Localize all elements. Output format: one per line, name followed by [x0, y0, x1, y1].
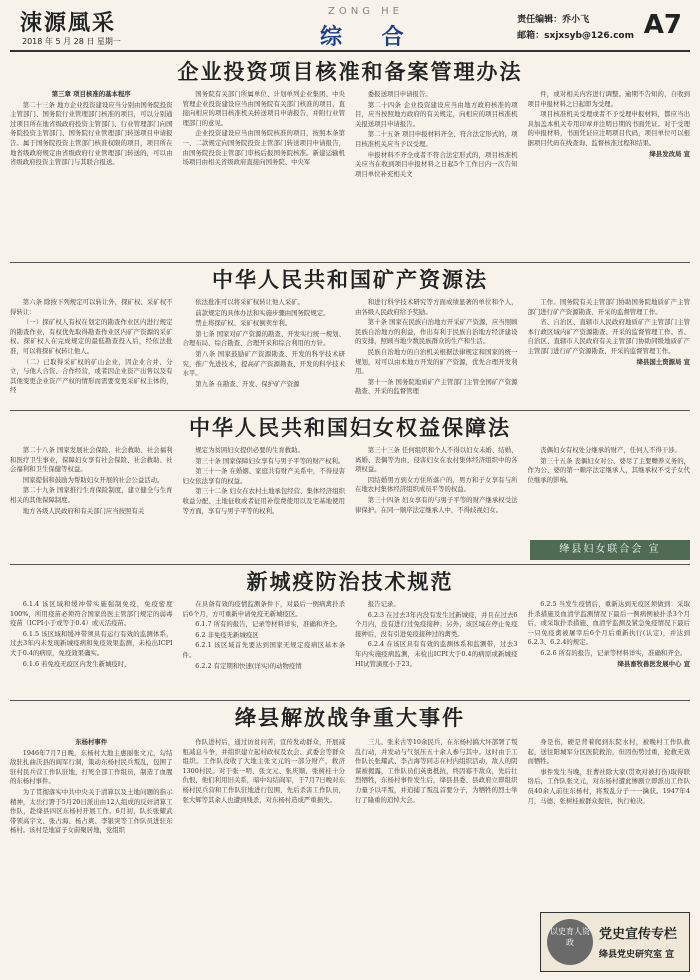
paragraph: 6.2 非免疫无新城疫区 — [195, 630, 259, 639]
paragraph: （二）已取得采矿权的矿山企业，因企业合并、分立，与他人合资、合作经营，或者因企业资产出售以及有其他变更企业资产产权的情形而需要变更采矿权主体的，经 — [10, 357, 173, 395]
paragraph: 和进行科学技术研究等方面成绩显著的单位和个人，由各级人民政府给予奖励。 — [355, 298, 518, 316]
paragraph: 规定为贫困妇女提供必要的生育救助。 — [195, 446, 304, 454]
paragraph: 报告记录。 — [367, 600, 400, 608]
paragraph: 为了贯彻落实中共中央关于清算以及土地问题的指示精神，太岳行署于5月20日派出由12人组成的反奸清算工作队，赴绛县四区东杨村开展工作。6月初，队长张耀武带领高宇文、张占海、杨占爽、李银突等工作队员进驻东杨村。该村是地富子女蔚聚居地，党组织 — [10, 787, 173, 835]
subheading: 东杨村事件 — [75, 738, 108, 746]
article-columns — [10, 298, 690, 408]
article-column — [528, 600, 691, 696]
section-divider — [10, 410, 690, 411]
article-column — [528, 90, 691, 258]
editor-name: 责任编辑：乔小飞 — [517, 15, 590, 25]
paragraph: 禁止将探矿权、采矿权倒卖牟利。 — [195, 319, 292, 328]
paragraph: 丧偶妇女有权处分继承的财产，任何人不得干涉。 — [540, 446, 681, 454]
article-column — [183, 738, 346, 974]
paragraph: 前款规定的具体办法和实施步骤由国务院规定。 — [195, 308, 330, 317]
paragraph: 工作。国务院有关主管部门协助国务院地质矿产主管部门进行矿产资源勘查、开采的监督管理工作。 — [527, 298, 690, 316]
masthead — [10, 0, 690, 52]
paragraph: （一）探矿权人有权在划定的勘查作业区内进行规定的勘查作业，有权优先取得勘查作业区内矿产资源的采矿权。探矿权人在完成规定的最低勘查投入后，经依法批准，可以将探矿权转让他人。 — [10, 318, 173, 355]
article-newcastle-disease-standard — [10, 568, 690, 698]
paragraph: 1946年7月7日晚，东杨村大地主惠丽张文元，勾结敌驻扎曲沃县的阎军行洞，策动东杨村民兵叛乱，包围了驻村民兵营工作队驻地，打死全部工作组员，制造了血腥的东杨村事件。 — [10, 748, 173, 786]
paragraph: 6.2.6 所有的报告，记录等材料详实，准确和齐全。 — [540, 648, 687, 657]
paragraph: 地方各级人民政府和有关部门应当按照有关 — [22, 506, 145, 515]
article-mineral-resources-law — [10, 266, 690, 408]
article-columns — [10, 600, 690, 696]
chapter-heading: 第三章 项目核准的基本程序 — [51, 90, 131, 98]
article-headline: 中华人民共和国矿产资源法 — [212, 267, 488, 292]
paragraph: 6.1.5 该区域和缓冲带须具有运行有效的监测体系，过去3年内未发现新城疫病和免疫效果监测，未检出ICPI大于0.4的病原，免疫效果确实。 — [10, 629, 173, 657]
paragraph: 第八条 国家鼓励矿产资源勘查、开发的科学技术研究，推广先进技术，提高矿产资源勘查、开发的科学技术水平。 — [182, 349, 345, 378]
paragraph: 委报送项目申请报告。 — [367, 90, 432, 98]
promo-banner: 绛县妇女联合会 宣 — [530, 540, 690, 560]
article-headline: 中华人民共和国妇女权益保障法 — [189, 415, 511, 440]
paragraph: 第十条 国家在民族自治地方开采矿产资源，应当照顾民族自治地方的利益，作出有利于民族自治地方经济建设的安排，照顾当地少数民族群众的生产和生活。 — [355, 318, 518, 346]
paragraph: 6.2.1 该区域首先要达到国家无规定疫病区基本条件。 — [182, 641, 345, 659]
article-column — [183, 298, 346, 408]
article-column — [355, 738, 518, 974]
paragraph: 因结婚男方到女方住所落户的，男方和子女享有与所在地农村集体经济组织成员平等的权益。 — [355, 475, 518, 494]
article-headline: 新城疫防治技术规范 — [246, 569, 454, 594]
paragraph: 身是伤，硬是背着爬到东院水村，被晚村工作队救起，送往阳城军分区医院救治，但因伤势过重，抢救无效而牺牲。 — [527, 738, 690, 766]
paragraph: 第九条 在勘查、开发、保护矿产资源 — [195, 379, 300, 388]
seal-stamp: 以史育人资政 — [547, 919, 593, 965]
newspaper-logo: 涑源風采 — [20, 10, 117, 36]
paragraph: 第二十三条 地方企业投资建设应当分别由国务院投资主管部门、国务院行业管理部门核准的项目，可以分别通过项目所在地省级政府投资主管部门、行业管理部门向国务院投资主管部门、国务院行业管理部门转送项目申请报告。属于国务院投资主管部门核准权限的项目，项目所在地省级政府规定由省级政府行业管理部门转送的，可以由省级政府投资主管部门与其联合报送。 — [10, 100, 173, 167]
paragraph: 6.2.3 在过去3年内没有发生过新城疫，并且在过去6个月内，没有进行过免疫接种；另外，该区域在停止免疫接种后，没有引进免疫接种过的禽类。 — [355, 610, 518, 638]
party-history-badge — [540, 912, 690, 972]
paragraph: 第十一条 国务院地质矿产主管部门主管全国矿产资源勘查、开采的监督管理 — [355, 377, 518, 396]
article-credit: 绛县畜牧兽医发展中心 宣 — [617, 659, 690, 668]
paragraph: 6.1.7 所有的报告，记录等材料详实，准确和齐全。 — [195, 620, 342, 629]
section-divider — [10, 262, 690, 263]
paragraph: 第六条 除按下列规定可以转让外，探矿权、采矿权不得转让： — [10, 298, 173, 316]
article-column — [10, 446, 173, 560]
paragraph: 第三十五条 丧偶妇女对公、婆尽了主要赡养义务的，作为公、婆的第一顺序法定继承人，其继承权不受子女代位继承的影响。 — [527, 456, 690, 484]
paragraph: 6.2.5 当发生疫情后，重新达到无疫区须做到：采取扑杀措施及血清学监测情况下最后一例病例被扑杀3个月后，或采取扑杀措施、血清学监测及紧急免疫情况下最后一只免疫禽被屠宰后6个月后重新执行(认定)，并达到6.2.3、6.2.4的规定。 — [527, 600, 690, 647]
section-divider — [10, 700, 690, 701]
editor-email: 邮箱：sxjxsyb@126.com — [517, 31, 634, 41]
paragraph: 6.1.6 若免疫无疫区内发生新城疫时， — [22, 659, 131, 668]
paragraph: 项目核准机关受理或者不予受理申报材料，都应当出具加盖本机关专用印章并注明日期的书面凭证。对于受理的申报材料，书面凭证应注明项目代码，项目单位可以根据项目代码在线查询、监督核准过程和结果。 — [527, 110, 690, 147]
badge-subtitle: 绛县党史研究室 宣 — [599, 950, 675, 960]
article-columns — [10, 90, 690, 258]
paragraph: 第三十条 国家保障妇女享有与男子平等的财产权利。 — [195, 456, 345, 465]
paragraph: 国家提倡和鼓励为帮助妇女开展的社会公益活动。 — [22, 475, 164, 484]
article-headline: 企业投资项目核准和备案管理办法 — [177, 59, 523, 84]
paragraph: 第二十九条 国家推行生育保险制度，建立健全与生育相关的其他保障制度。 — [10, 486, 173, 504]
section-name: 综 合 — [320, 24, 420, 50]
page-number: A7 — [643, 10, 682, 40]
section-divider — [10, 564, 690, 565]
paragraph: 作队进村后，通过访贫问苦，宣传发动群众，开展减租减息斗争，并组织建立起村政权及农会、武委会等群众组织。工作队没收了大地主张文元的一部分财产，救济1300村民。对于张一明、张文元、张庆顺、张树桂十分仇恨，他们利用旧关系，暗中勾结阎军，于7月7日晚对东杨村民兵营和工作队驻地进行包围，先后杀害工作队员，张大辉等其余人也遭到残杀，对东杨村造成严重损失。 — [182, 738, 345, 804]
article-column — [355, 446, 518, 560]
paragraph: 依法批准可以将采矿权转让他人采矿。 — [195, 298, 304, 306]
article-credit: 绛县国土资源局 宣 — [636, 357, 690, 366]
article-column — [10, 738, 173, 974]
paragraph: 件，或对相关内容进行调整。逾期不告知的，自收到项目申报材料之日起即为受理。 — [527, 90, 690, 108]
editor-info — [517, 12, 634, 44]
paragraph: 第二十五条 项目申报材料齐全、符合法定形式的，项目核准机关应当予以受理。 — [355, 130, 518, 148]
paragraph: 第三十二条 妇女在农村土地承包经营、集体经济组织收益分配、土地征收或者征用补偿费使用以及宅基地使用等方面，享有与男子平等的权利。 — [182, 487, 345, 515]
issue-date: 2018 年 5 月 28 日 星期一 — [22, 37, 121, 46]
article-credit: 绛县发改局 宣 — [649, 149, 690, 158]
article-headline: 绛县解放战争重大事件 — [235, 705, 465, 730]
paragraph: 第七条 国家对矿产资源的勘查、开发实行统一规划、合理布局、综合勘查、合理开采和综合利用的方针。 — [182, 329, 345, 348]
article-column — [355, 298, 518, 408]
article-column — [10, 298, 173, 408]
paragraph: 第二十八条 国家发展社会保险、社会救助、社会福利和医疗卫生事业，保障妇女享有社会保险、社会救助、社会福利和卫生保健等权益。 — [10, 446, 173, 474]
paragraph: 民族自治地方的自治机关根据法律规定和国家的统一规划，对可以由本地方开发的矿产资源，优先合理开发利用。 — [355, 347, 518, 376]
article-column — [10, 600, 173, 696]
paragraph: 事件发生当晚，驻曹社除大家(贯欢对被打伤)取得联络后，工作队张文元，对东杨村遭此惨剧立即派出工作队员40余人前往东杨村，将叛乱分子一一擒获。1947年4月，马德、张树桂被群众捉住，执行枪决。 — [527, 767, 690, 805]
paragraph: 6.1.4 该区域和缓冲带实施强制免疫，免疫密度100%，所用疫苗必须符合国家兽医主管部门规定的弱毒疫苗（ICPI小于或等于0.4）或灭活疫苗。 — [10, 600, 173, 628]
article-column — [10, 90, 173, 258]
article-column — [183, 90, 346, 258]
article-column — [528, 298, 691, 408]
paragraph: 企业投资建设应当由国务院核准的项目，按照本条第一、二款规定向国务院投资主管部门转送项目申请报告，由国务院投资主管部门审核后报国务院核准。新建运输机场项目由相关省级政府直接向国务院、中央军 — [182, 129, 345, 167]
article-column — [183, 600, 346, 696]
paragraph: 6.2.4 在该区具有有效的监测体系和监测带，过去3年内实施疫病监测，未检出ICPI大于0.4的病原或新城疫HI试管滴度小于23。 — [355, 640, 518, 668]
article-investment-rules — [10, 58, 690, 260]
article-column — [355, 90, 518, 258]
badge-title: 党史宣传专栏 — [599, 927, 678, 942]
paragraph: 在具备有效的疫情监测条件下，对最后一例病禽扑杀后6个月，方可重新申请免疫无新城疫区。 — [182, 600, 345, 618]
paragraph: 第二十四条 企业投资建设应当由地方政府核准的项目，应当按照地方政府的有关规定，向相应的项目核准机关报送项目申请报告。 — [355, 100, 518, 128]
paragraph: 第三十一条 在婚姻、家庭共有财产关系中，不得侵害妇女依法享有的权益。 — [182, 467, 345, 485]
paragraph: 第三十四条 妇女享有的与男子平等的财产继承权受法律保护。在同一顺序法定继承人中，不得歧视妇女。 — [355, 495, 518, 514]
paragraph: 国务院有关部门所属单位、计划单列企业集团、中央管理企业投资建设应当由国务院有关部门核准的项目，直接向相应的项目核准机关转送项目申请报告，并附行业管理部门的意见。 — [182, 90, 345, 127]
paragraph: 省、自治区、直辖市人民政府地质矿产主管部门主管本行政区域内矿产资源勘查、开采的监督管理工作。省、自治区、直辖市人民政府有关主管部门协助同级地质矿产主管部门进行矿产资源勘查、开采的监督管理工作。 — [527, 318, 690, 355]
article-column — [355, 600, 518, 696]
article-column — [183, 446, 346, 560]
paragraph: 第三十三条 任何组织和个人不得以妇女未婚、结婚、离婚、丧偶等为由，侵害妇女在农村集体经济组织中的各项权益。 — [355, 446, 518, 474]
paragraph: 三儿、张来古等10余民兵，在东杨村搞大坏部署了叛乱行动，并发动与气氛压五十余人参与其中。这时由于工作队长张耀武、李占海等同志在村内组织活动，敌人的阴谋被揭露，工作队员们英勇抵抗，终因寡不敌众，先后壮烈牺牲，东杨村事件发生后，绛县县委、县政府立即组织力量予以平叛，并追捕了叛乱首要分子，为牺牲的烈士举行了隆重的追悼大会。 — [355, 738, 518, 804]
section-name-english: ZONG HE — [328, 6, 403, 17]
paragraph: 申报材料不齐全或者不符合法定形式的，项目核准机关应当在收到项目申报材料之日起5个工作日内一次告知项目单位补充相关文 — [355, 150, 518, 178]
paragraph: 6.2.2 有定期和快速(详实)的动物疫情 — [195, 661, 302, 670]
